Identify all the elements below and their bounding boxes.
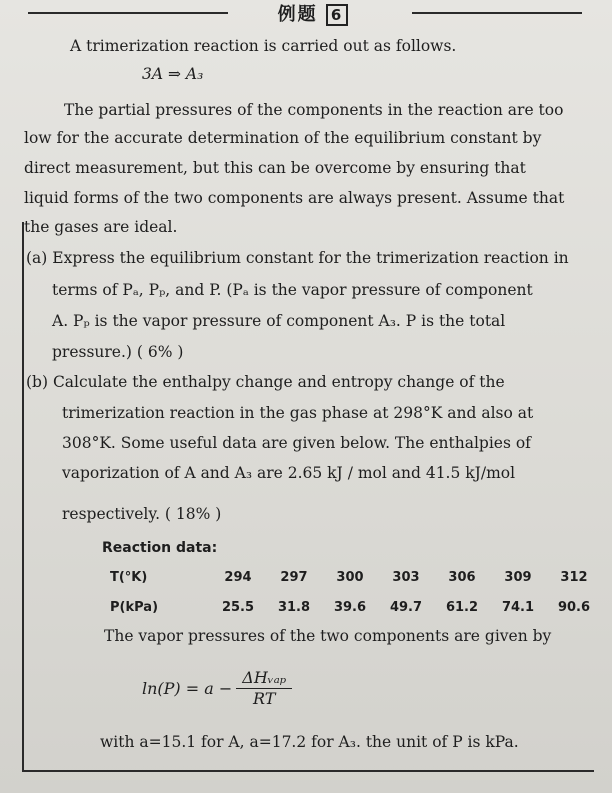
table-cell: 303 xyxy=(392,569,420,585)
question-a-line: terms of Pₐ, Pₚ, and P. (Pₐ is the vapor pressure of component xyxy=(52,281,533,299)
table-row xyxy=(110,592,602,622)
reaction-data-heading: Reaction data: xyxy=(102,540,218,556)
example-label-text: 例题 xyxy=(277,4,318,25)
paragraph-line: direct measurement, but this can be overcome by ensuring that xyxy=(24,159,526,177)
answer-frame xyxy=(22,222,594,772)
question-b: (b) Calculate the enthalpy change and entropy change of the xyxy=(26,373,505,391)
table-cell: 61.2 xyxy=(445,599,479,615)
equation-fraction xyxy=(236,668,292,709)
table-cell: 31.8 xyxy=(277,599,311,615)
row-label-temperature: T(°K) xyxy=(110,569,148,585)
paragraph-line: the gases are ideal. xyxy=(24,218,178,236)
example-number: 6 xyxy=(326,4,348,26)
paragraph-line: low for the accurate determination of the equilibrium constant by xyxy=(24,129,542,147)
table-cell: 39.6 xyxy=(333,599,367,615)
table-cell: 294 xyxy=(224,569,252,585)
table-row xyxy=(110,562,602,592)
page-header xyxy=(0,0,612,30)
table-cell: 297 xyxy=(280,569,308,585)
header-rule-right xyxy=(412,12,582,14)
table-cell: 306 xyxy=(448,569,476,585)
equation-denominator: RT xyxy=(253,689,276,708)
question-a-line: A. Pₚ is the vapor pressure of component A₃. P is the total xyxy=(52,312,506,330)
intro-line: A trimerization reaction is carried out as follows. xyxy=(70,37,457,55)
question-a-line: pressure.) ( 6% ) xyxy=(52,343,184,361)
question-a: (a) Express the equilibrium constant for the trimerization reaction in xyxy=(26,249,569,267)
table-cell: 309 xyxy=(504,569,532,585)
table-cell: 49.7 xyxy=(389,599,423,615)
equation-lhs: ln(P) = a − xyxy=(142,679,233,698)
header-rule-left xyxy=(28,12,228,14)
reaction-equation: 3A ⇒ A₃ xyxy=(142,65,204,83)
question-b-line: 308°K. Some useful data are given below. The enthalpies of xyxy=(62,434,531,452)
vapor-pressure-intro: The vapor pressures of the two components are given by xyxy=(104,627,552,645)
table-cell: 312 xyxy=(560,569,588,585)
vapor-pressure-equation xyxy=(142,668,292,709)
paragraph-line: liquid forms of the two components are always present. Assume that xyxy=(24,189,565,207)
constants-line: with a=15.1 for A, a=17.2 for A₃. the unit of P is kPa. xyxy=(100,733,519,751)
example-label xyxy=(238,0,388,26)
paragraph-line: The partial pressures of the components in the reaction are too xyxy=(64,101,564,119)
equation-numerator: ΔHᵥₐₚ xyxy=(236,668,292,689)
row-label-pressure: P(kPa) xyxy=(110,599,159,615)
table-cell: 74.1 xyxy=(501,599,535,615)
question-b-line: trimerization reaction in the gas phase at 298°K and also at xyxy=(62,404,534,422)
table-cell: 90.6 xyxy=(557,599,591,615)
table-cell: 300 xyxy=(336,569,364,585)
question-b-line: respectively. ( 18% ) xyxy=(62,505,222,523)
reaction-data-table xyxy=(110,562,602,622)
table-cell: 25.5 xyxy=(221,599,255,615)
question-b-line: vaporization of A and A₃ are 2.65 kJ / mol and 41.5 kJ/mol xyxy=(62,464,516,482)
